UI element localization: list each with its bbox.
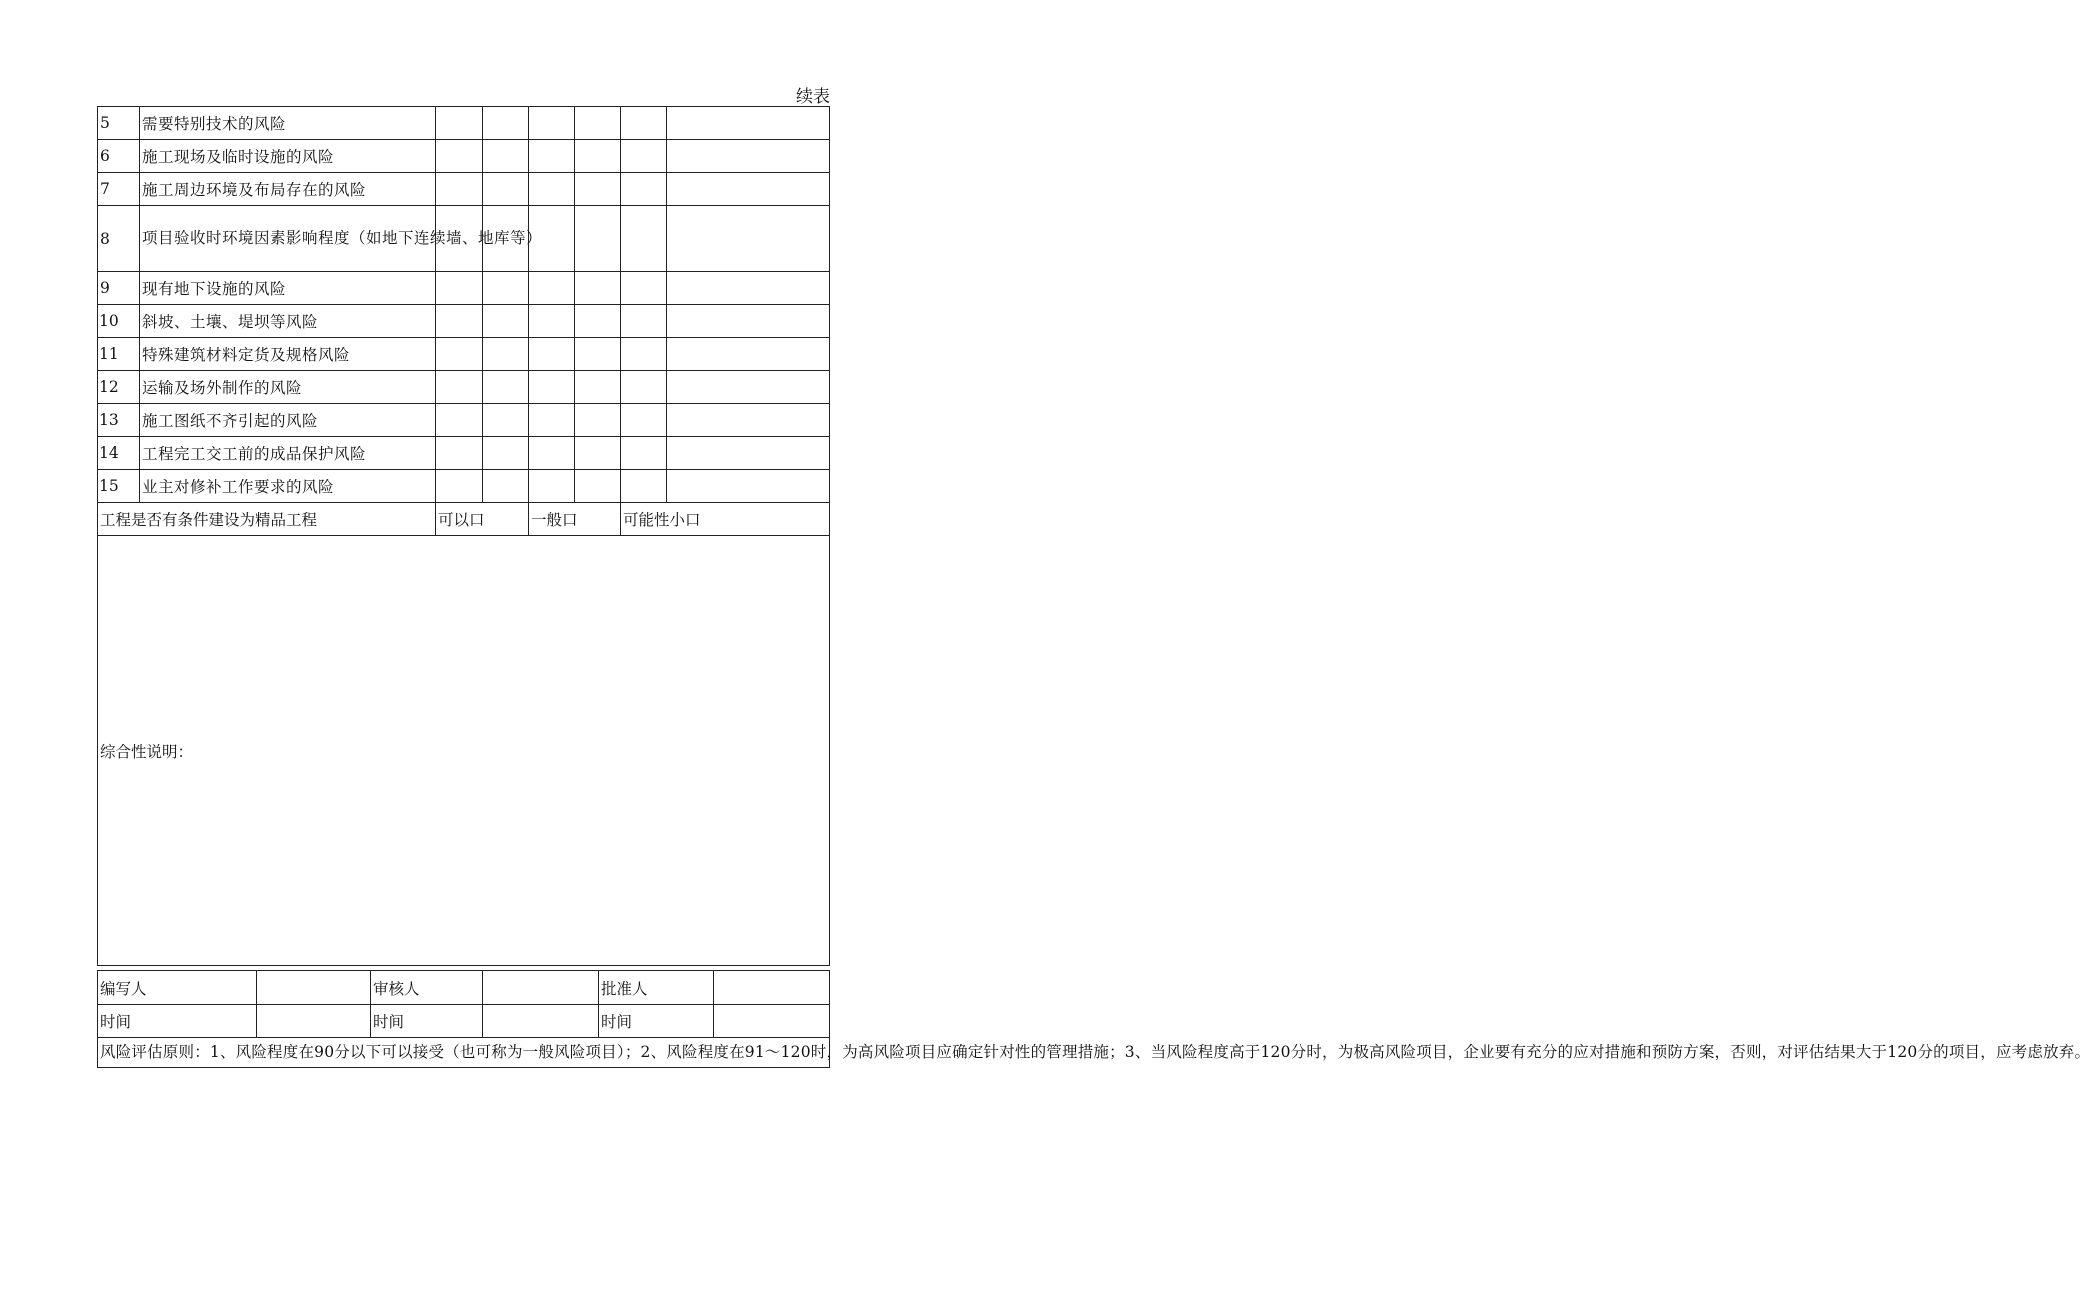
score-cell[interactable] — [436, 140, 483, 173]
signoff-table — [97, 970, 2090, 1068]
risk-description: 项目验收时环境因素影响程度（如地下连续墙、地库等） — [140, 206, 436, 272]
signoff-row-times — [98, 1005, 830, 1038]
approver-time-field[interactable] — [714, 1005, 830, 1038]
score-cell[interactable] — [575, 173, 621, 206]
score-cell[interactable] — [621, 338, 667, 371]
score-cell[interactable] — [483, 338, 529, 371]
score-cell[interactable] — [667, 140, 830, 173]
risk-row — [98, 404, 830, 437]
score-cell[interactable] — [483, 107, 529, 140]
risk-number: 6 — [98, 140, 140, 173]
risk-row — [98, 107, 830, 140]
score-cell[interactable] — [483, 173, 529, 206]
writer-field[interactable] — [257, 971, 371, 1005]
risk-row — [98, 272, 830, 305]
score-cell[interactable] — [483, 470, 529, 503]
score-cell[interactable] — [483, 371, 529, 404]
score-cell[interactable] — [667, 173, 830, 206]
risk-description: 施工周边环境及布局存在的风险 — [140, 173, 436, 206]
score-cell[interactable] — [436, 272, 483, 305]
score-cell[interactable] — [621, 371, 667, 404]
risk-description: 施工图纸不齐引起的风险 — [140, 404, 436, 437]
score-cell[interactable] — [575, 305, 621, 338]
score-cell[interactable] — [621, 140, 667, 173]
score-cell[interactable] — [483, 272, 529, 305]
risk-assessment-table — [97, 106, 830, 966]
risk-number: 10 — [98, 305, 140, 338]
quality-option-average[interactable]: 一般口 — [529, 503, 621, 536]
score-cell[interactable] — [575, 437, 621, 470]
score-cell[interactable] — [621, 107, 667, 140]
score-cell[interactable] — [436, 437, 483, 470]
score-cell[interactable] — [575, 107, 621, 140]
score-cell[interactable] — [667, 206, 830, 272]
score-cell[interactable] — [529, 173, 575, 206]
score-cell[interactable] — [621, 404, 667, 437]
score-cell[interactable] — [667, 107, 830, 140]
score-cell[interactable] — [483, 437, 529, 470]
score-cell[interactable] — [667, 272, 830, 305]
quality-option-yes[interactable]: 可以口 — [436, 503, 529, 536]
score-cell[interactable] — [621, 206, 667, 272]
score-cell[interactable] — [621, 272, 667, 305]
score-cell[interactable] — [529, 338, 575, 371]
score-cell[interactable] — [436, 305, 483, 338]
risk-number: 12 — [98, 371, 140, 404]
risk-number: 8 — [98, 206, 140, 272]
score-cell[interactable] — [436, 338, 483, 371]
reviewer-time-field[interactable] — [483, 1005, 599, 1038]
risk-description: 现有地下设施的风险 — [140, 272, 436, 305]
risk-description: 施工现场及临时设施的风险 — [140, 140, 436, 173]
risk-number: 9 — [98, 272, 140, 305]
summary-row — [98, 536, 830, 966]
risk-rows — [98, 107, 830, 503]
quality-row — [98, 503, 830, 536]
score-cell[interactable] — [575, 140, 621, 173]
score-cell[interactable] — [529, 371, 575, 404]
writer-time-label: 时间 — [98, 1005, 257, 1038]
reviewer-label: 审核人 — [371, 971, 483, 1005]
score-cell[interactable] — [575, 404, 621, 437]
risk-row — [98, 371, 830, 404]
continued-label: 续表 — [796, 87, 830, 107]
score-cell[interactable] — [621, 173, 667, 206]
score-cell[interactable] — [529, 305, 575, 338]
score-cell[interactable] — [529, 272, 575, 305]
risk-row — [98, 437, 830, 470]
risk-row — [98, 206, 830, 272]
risk-row — [98, 173, 830, 206]
approver-label: 批准人 — [599, 971, 714, 1005]
score-cell[interactable] — [575, 272, 621, 305]
score-cell[interactable] — [529, 470, 575, 503]
score-cell[interactable] — [667, 437, 830, 470]
score-cell[interactable] — [621, 470, 667, 503]
approver-time-label: 时间 — [599, 1005, 714, 1038]
risk-number: 14 — [98, 437, 140, 470]
score-cell[interactable] — [436, 371, 483, 404]
approver-field[interactable] — [714, 971, 830, 1005]
score-cell[interactable] — [529, 437, 575, 470]
score-cell[interactable] — [667, 338, 830, 371]
quality-label: 工程是否有条件建设为精品工程 — [98, 503, 436, 536]
risk-number: 7 — [98, 173, 140, 206]
summary-label: 综合性说明： — [98, 536, 830, 966]
principles-row — [98, 1038, 830, 1068]
risk-row — [98, 140, 830, 173]
score-cell[interactable] — [575, 371, 621, 404]
score-cell[interactable] — [436, 107, 483, 140]
score-cell[interactable] — [529, 404, 575, 437]
risk-number: 11 — [98, 338, 140, 371]
score-cell[interactable] — [436, 470, 483, 503]
risk-row — [98, 305, 830, 338]
score-cell[interactable] — [575, 338, 621, 371]
assessment-principles: 风险评估原则：1、风险程度在90分以下可以接受（也可称为一般风险项目）；2、风险程度在91～120时，为高风险项目应确定针对性的管理措施；3、当风险程度高于120分时，为极高风险项目，企业要有充分的应对措施和预防方案，否则，对评估结果大于120分的项目，应考虑放弃。 — [98, 1038, 830, 1068]
risk-description: 需要特别技术的风险 — [140, 107, 436, 140]
score-cell[interactable] — [621, 437, 667, 470]
reviewer-time-label: 时间 — [371, 1005, 483, 1038]
score-cell[interactable] — [667, 470, 830, 503]
reviewer-field[interactable] — [483, 971, 599, 1005]
risk-row — [98, 470, 830, 503]
score-cell[interactable] — [436, 173, 483, 206]
risk-description: 特殊建筑材料定货及规格风险 — [140, 338, 436, 371]
quality-option-unlikely[interactable]: 可能性小口 — [621, 503, 830, 536]
risk-description: 斜坡、土壤、堤坝等风险 — [140, 305, 436, 338]
risk-description: 运输及场外制作的风险 — [140, 371, 436, 404]
writer-label: 编写人 — [98, 971, 257, 1005]
score-cell[interactable] — [483, 404, 529, 437]
score-cell[interactable] — [483, 305, 529, 338]
risk-number: 13 — [98, 404, 140, 437]
score-cell[interactable] — [621, 305, 667, 338]
score-cell[interactable] — [529, 107, 575, 140]
score-cell[interactable] — [575, 470, 621, 503]
risk-description: 工程完工交工前的成品保护风险 — [140, 437, 436, 470]
risk-number: 15 — [98, 470, 140, 503]
score-cell[interactable] — [436, 404, 483, 437]
score-cell[interactable] — [483, 140, 529, 173]
writer-time-field[interactable] — [257, 1005, 371, 1038]
risk-number: 5 — [98, 107, 140, 140]
risk-description: 业主对修补工作要求的风险 — [140, 470, 436, 503]
score-cell[interactable] — [529, 140, 575, 173]
score-cell[interactable] — [667, 305, 830, 338]
score-cell[interactable] — [667, 371, 830, 404]
score-cell[interactable] — [575, 206, 621, 272]
risk-row — [98, 338, 830, 371]
signoff-row-names — [98, 971, 830, 1005]
score-cell[interactable] — [667, 404, 830, 437]
